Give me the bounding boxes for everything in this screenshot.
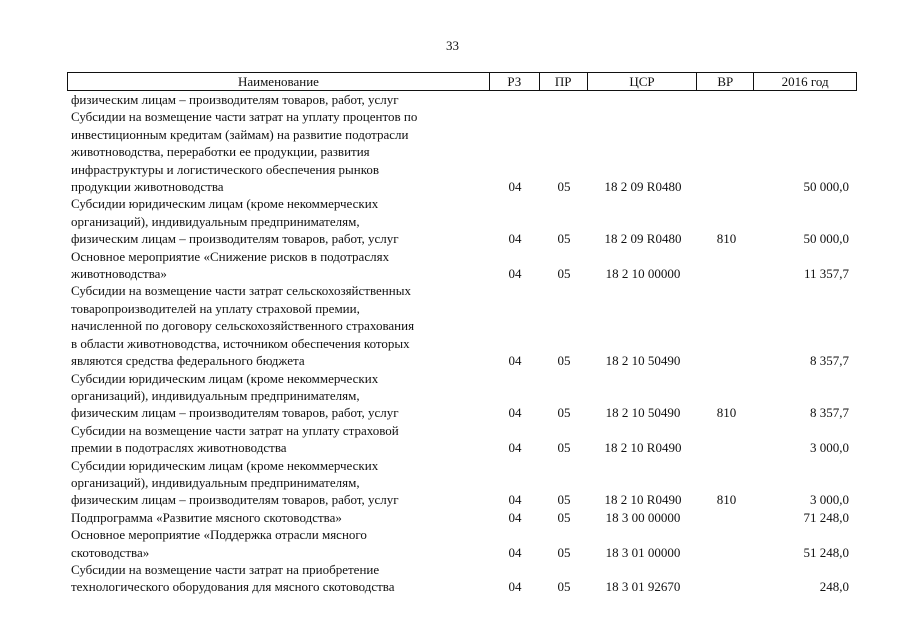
row-rz: 04 — [508, 579, 522, 595]
row-csr: 18 2 10 50490 — [605, 353, 681, 369]
budget-table — [67, 72, 857, 596]
row-amount: 51 248,0 — [803, 544, 849, 560]
row-pr: 05 — [557, 353, 571, 369]
row-rz: 04 — [508, 509, 522, 525]
row-pr: 05 — [557, 405, 571, 421]
row-csr: 18 2 10 R0490 — [604, 492, 682, 508]
row-name: Основное мероприятие «Поддержка отрасли мясного скотоводства» — [71, 527, 367, 560]
row-name: Субсидии на возмещение части затрат сельскохозяйственных товаропроизводителей на уплату страховой премии, начисленной по договору сельскохозяйственного страхования в области животноводства, источником обеспечения которых являются средства федерального бюджета — [71, 283, 415, 369]
row-csr: 18 2 10 00000 — [605, 266, 681, 282]
row-rz: 04 — [508, 440, 522, 456]
row-pr: 05 — [557, 266, 571, 282]
page-number: 33 — [446, 38, 459, 53]
row-rz: 04 — [508, 266, 522, 282]
row-csr: 18 3 01 00000 — [605, 544, 681, 560]
row-pr: 05 — [557, 492, 571, 508]
row-rz: 04 — [508, 231, 522, 247]
row-csr: 18 2 10 50490 — [605, 405, 681, 421]
row-vr: 810 — [716, 405, 737, 421]
row-name: Субсидии на возмещение части затрат на уплату страховой премии в подотраслях животноводства — [71, 422, 399, 456]
row-amount: 8 357,7 — [810, 405, 849, 421]
table-row — [67, 526, 857, 561]
row-name: Субсидии юридическим лицам (кроме некоммерческих организаций), индивидуальным предпринимателям, физическим лицам – производителям товаров, работ, услуг — [71, 196, 399, 247]
row-name: Субсидии юридическим лицам (кроме некоммерческих организаций), индивидуальным предпринимателям, физическим лицам – производителям товаров, работ, услуг — [71, 370, 399, 421]
row-rz: 04 — [508, 544, 522, 560]
header-pr: ПР — [540, 73, 588, 90]
row-csr: 18 3 01 92670 — [605, 579, 681, 595]
row-amount: 50 000,0 — [803, 231, 849, 247]
row-csr: 18 2 09 R0480 — [604, 231, 682, 247]
table-row — [67, 248, 857, 283]
table-row — [67, 195, 857, 247]
table-header — [67, 72, 857, 91]
row-rz: 04 — [508, 405, 522, 421]
row-csr: 18 2 10 R0490 — [604, 440, 682, 456]
row-name: Субсидии на возмещение части затрат на приобретение технологического оборудования для мясного скотоводства — [71, 561, 395, 595]
row-name: Субсидии юридическим лицам (кроме некоммерческих организаций), индивидуальным предпринимателям, физическим лицам – производителям товаров, работ, услуг — [71, 457, 399, 508]
row-pr: 05 — [557, 509, 571, 525]
table-body — [67, 91, 857, 596]
row-amount: 11 357,7 — [803, 266, 849, 282]
table-row — [67, 509, 857, 526]
row-vr: 810 — [716, 231, 737, 247]
row-amount: 248,0 — [819, 579, 849, 595]
row-name: Субсидии на возмещение части затрат на уплату процентов по инвестиционным кредитам (займам) на развитие подотрасли животноводства, переработки ее продукции, развития инфраструктуры и логистического обеспечения рынков продукции животноводства — [71, 109, 418, 195]
header-vr: ВР — [697, 73, 754, 90]
header-name: Наименование — [68, 73, 490, 90]
table-row — [67, 370, 857, 422]
row-name: физическим лицам – производителям товаров, работ, услуг — [71, 92, 399, 107]
table-row — [67, 108, 857, 195]
row-vr: 810 — [716, 492, 737, 508]
row-pr: 05 — [557, 579, 571, 595]
row-name: Основное мероприятие «Снижение рисков в подотраслях животноводства» — [71, 248, 390, 282]
header-csr: ЦСР — [588, 73, 698, 90]
row-rz: 04 — [508, 492, 522, 508]
row-amount: 3 000,0 — [810, 492, 849, 508]
table-row — [67, 561, 857, 596]
header-rz: РЗ — [490, 73, 540, 90]
row-rz: 04 — [508, 353, 522, 369]
header-year: 2016 год — [781, 73, 829, 89]
row-amount: 3 000,0 — [810, 440, 849, 456]
table-row — [67, 91, 857, 108]
row-pr: 05 — [557, 231, 571, 247]
row-pr: 05 — [557, 440, 571, 456]
table-row — [67, 457, 857, 509]
row-amount: 8 357,7 — [810, 353, 849, 369]
row-pr: 05 — [557, 179, 571, 195]
row-amount: 50 000,0 — [803, 179, 849, 195]
row-csr: 18 2 09 R0480 — [604, 179, 682, 195]
table-row — [67, 282, 857, 369]
row-name: Подпрограмма «Развитие мясного скотоводства» — [71, 509, 342, 525]
table-row — [67, 422, 857, 457]
row-csr: 18 3 00 00000 — [605, 509, 681, 525]
row-amount: 71 248,0 — [803, 509, 849, 525]
row-rz: 04 — [508, 179, 522, 195]
row-pr: 05 — [557, 544, 571, 560]
